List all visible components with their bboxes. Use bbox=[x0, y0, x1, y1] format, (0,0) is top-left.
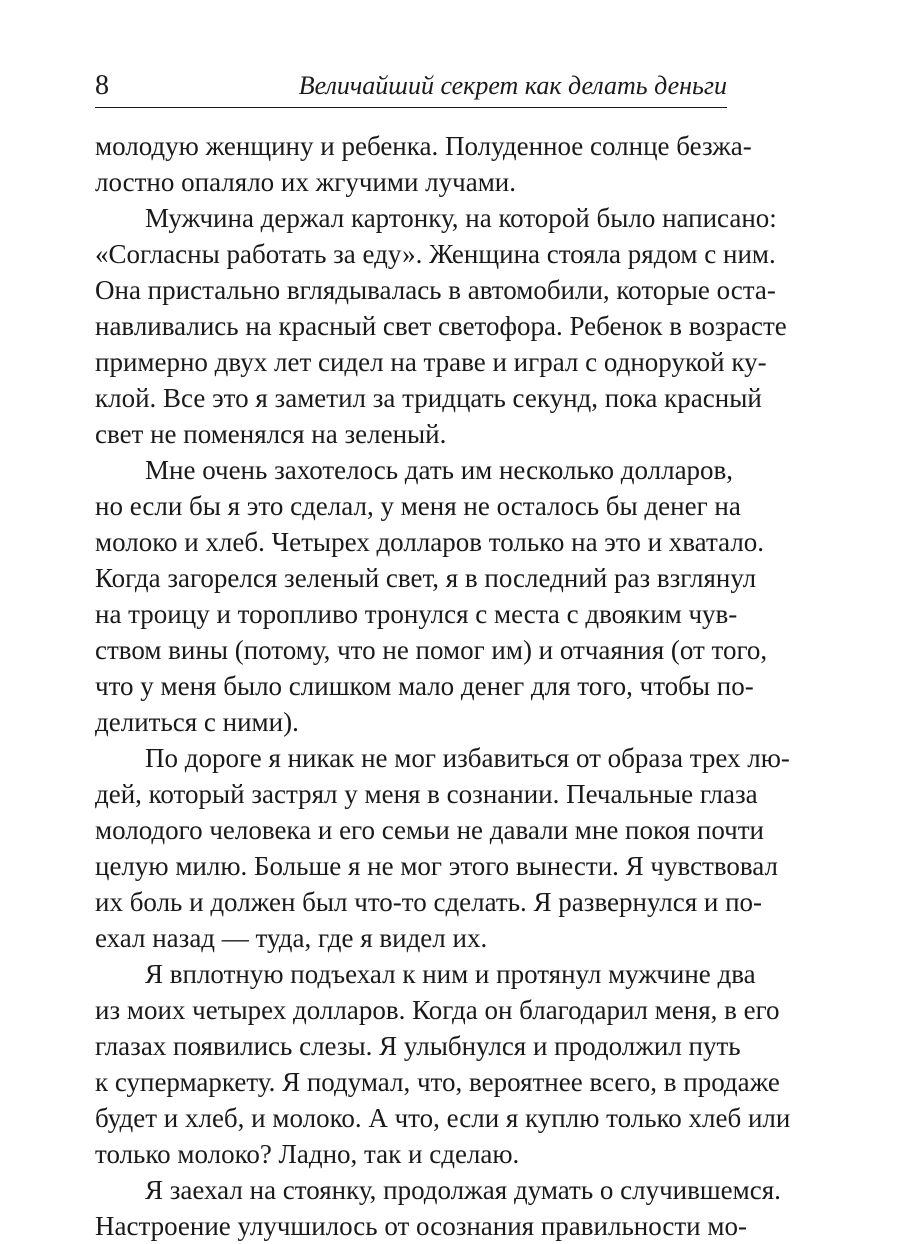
text-line: их боль и должен был что-то сделать. Я развернулся и по- bbox=[95, 887, 763, 917]
text-line: ехал назад — туда, где я видел их. bbox=[95, 923, 488, 953]
text-line: Настроение улучшилось от осознания правильности мо- bbox=[95, 1211, 747, 1241]
paragraph bbox=[95, 128, 752, 200]
text-line: Она пристально вглядывалась в автомобили, которые оста- bbox=[95, 275, 776, 305]
text-line: глазах появились слезы. Я улыбнулся и продолжил путь bbox=[95, 1031, 741, 1061]
text-line: только молоко? Ладно, так и сделаю. bbox=[95, 1139, 520, 1169]
text-line: делиться с ними). bbox=[95, 707, 299, 737]
paragraph bbox=[95, 956, 791, 1172]
header-rule bbox=[95, 107, 727, 108]
text-line: клой. Все это я заметил за тридцать секунд, пока красный bbox=[95, 383, 762, 413]
running-head bbox=[95, 68, 727, 104]
text-line: Я вплотную подъехал к ним и протянул мужчине два bbox=[145, 959, 756, 989]
text-line: но если бы я это сделал, у меня не осталось бы денег на bbox=[95, 491, 741, 521]
text-line: молодую женщину и ребенка. Полуденное солнце безжа- bbox=[95, 131, 752, 161]
text-line: навливались на красный свет светофора. Ребенок в возрасте bbox=[95, 311, 787, 341]
text-line: По дороге я никак не мог избавиться от образа трех лю- bbox=[145, 743, 790, 773]
text-line: к супермаркету. Я подумал, что, вероятнее всего, в продаже bbox=[95, 1067, 780, 1097]
page-number: 8 bbox=[95, 70, 109, 101]
text-line: ством вины (потому, что не помог им) и отчаяния (от того, bbox=[95, 635, 768, 665]
paragraph bbox=[95, 200, 787, 452]
text-line: Мне очень захотелось дать им несколько долларов, bbox=[145, 455, 734, 485]
body-text bbox=[95, 128, 791, 1244]
text-line: свет не поменялся на зеленый. bbox=[95, 419, 447, 449]
text-line: целую милю. Больше я не мог этого вынести. Я чувствовал bbox=[95, 851, 779, 881]
text-line: из моих четырех долларов. Когда он благодарил меня, в его bbox=[95, 995, 780, 1025]
text-line: Я заехал на стоянку, продолжая думать о случившемся. bbox=[145, 1175, 781, 1205]
text-line: на троицу и торопливо тронулся с места с двояким чув- bbox=[95, 599, 738, 629]
text-line: примерно двух лет сидел на траве и играл с однорукой ку- bbox=[95, 347, 767, 377]
text-line: молоко и хлеб. Четырех долларов только на это и хватало. bbox=[95, 527, 765, 557]
text-line: лостно опаляло их жгучими лучами. bbox=[95, 167, 516, 197]
text-line: что у меня было слишком мало денег для того, чтобы по- bbox=[95, 671, 754, 701]
text-line: дей, который застрял у меня в сознании. Печальные глаза bbox=[95, 779, 758, 809]
text-line: Мужчина держал картонку, на которой было написано: bbox=[145, 203, 777, 233]
paragraph bbox=[95, 1172, 781, 1244]
text-line: молодого человека и его семьи не давали мне покоя почти bbox=[95, 815, 764, 845]
paragraph bbox=[95, 740, 790, 956]
text-line: «Согласны работать за еду». Женщина стояла рядом с ним. bbox=[95, 239, 776, 269]
text-line: будет и хлеб, и молоко. А что, если я куплю только хлеб или bbox=[95, 1103, 791, 1133]
book-title: Величайший секрет как делать деньги bbox=[298, 71, 727, 100]
paragraph bbox=[95, 452, 768, 740]
text-line: Когда загорелся зеленый свет, я в последний раз взглянул bbox=[95, 563, 757, 593]
